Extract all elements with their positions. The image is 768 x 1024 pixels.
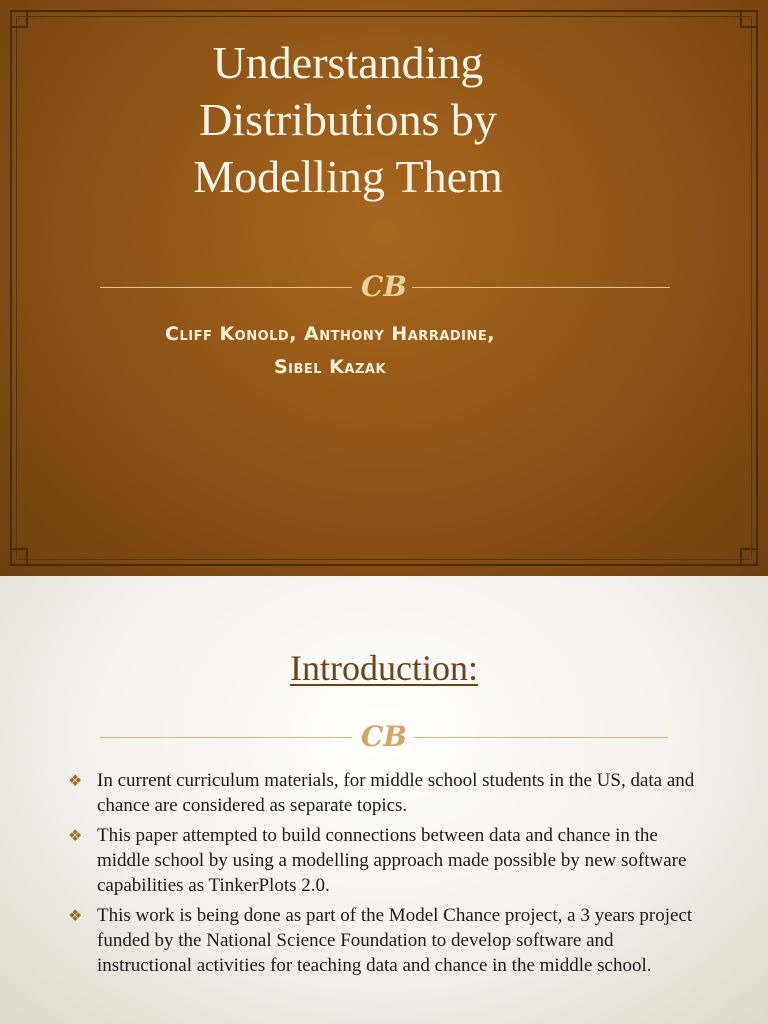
flourish-icon: CB xyxy=(361,270,407,303)
diamond-bullet-icon: ❖ xyxy=(68,906,83,925)
ornament-divider xyxy=(100,270,670,303)
divider-line xyxy=(100,737,352,738)
list-item xyxy=(64,903,704,978)
divider-line xyxy=(412,287,670,288)
slide-title xyxy=(0,34,696,205)
frame-corner xyxy=(740,10,758,28)
slide-title-text: Introduction: xyxy=(290,648,478,688)
frame-corner xyxy=(10,548,28,566)
frame-corner xyxy=(10,10,28,28)
title-line: Understanding xyxy=(212,37,484,88)
flourish-icon: CB xyxy=(361,720,407,753)
authors xyxy=(0,318,660,384)
introduction-slide xyxy=(0,576,768,1024)
authors-line: Sibel Kazak xyxy=(273,356,387,378)
list-item xyxy=(64,823,704,898)
authors-line: Cliff Konold, Anthony Harradine, xyxy=(165,323,495,345)
list-item xyxy=(64,768,704,818)
slide-title xyxy=(0,646,768,690)
bullet-text: This work is being done as part of the Model Chance project, a 3 years project funded by the National Science Foundation to develop software and instructional activities for teaching data and chance in the middle school. xyxy=(97,905,693,976)
diamond-bullet-icon: ❖ xyxy=(68,771,83,790)
divider-line xyxy=(100,287,352,288)
divider-line xyxy=(414,737,668,738)
frame-corner xyxy=(740,548,758,566)
bullet-text: This paper attempted to build connections between data and chance in the middle school by using a modelling approach made possible by new software capabilities as TinkerPlots 2.0. xyxy=(97,825,687,896)
diamond-bullet-icon: ❖ xyxy=(68,826,83,845)
bullet-text: In current curriculum materials, for middle school students in the US, data and chance are considered as separate topics. xyxy=(97,770,695,816)
ornament-divider xyxy=(100,720,668,753)
title-line: Modelling Them xyxy=(193,151,503,202)
title-line: Distributions by xyxy=(199,94,497,145)
bullet-list xyxy=(64,768,704,983)
